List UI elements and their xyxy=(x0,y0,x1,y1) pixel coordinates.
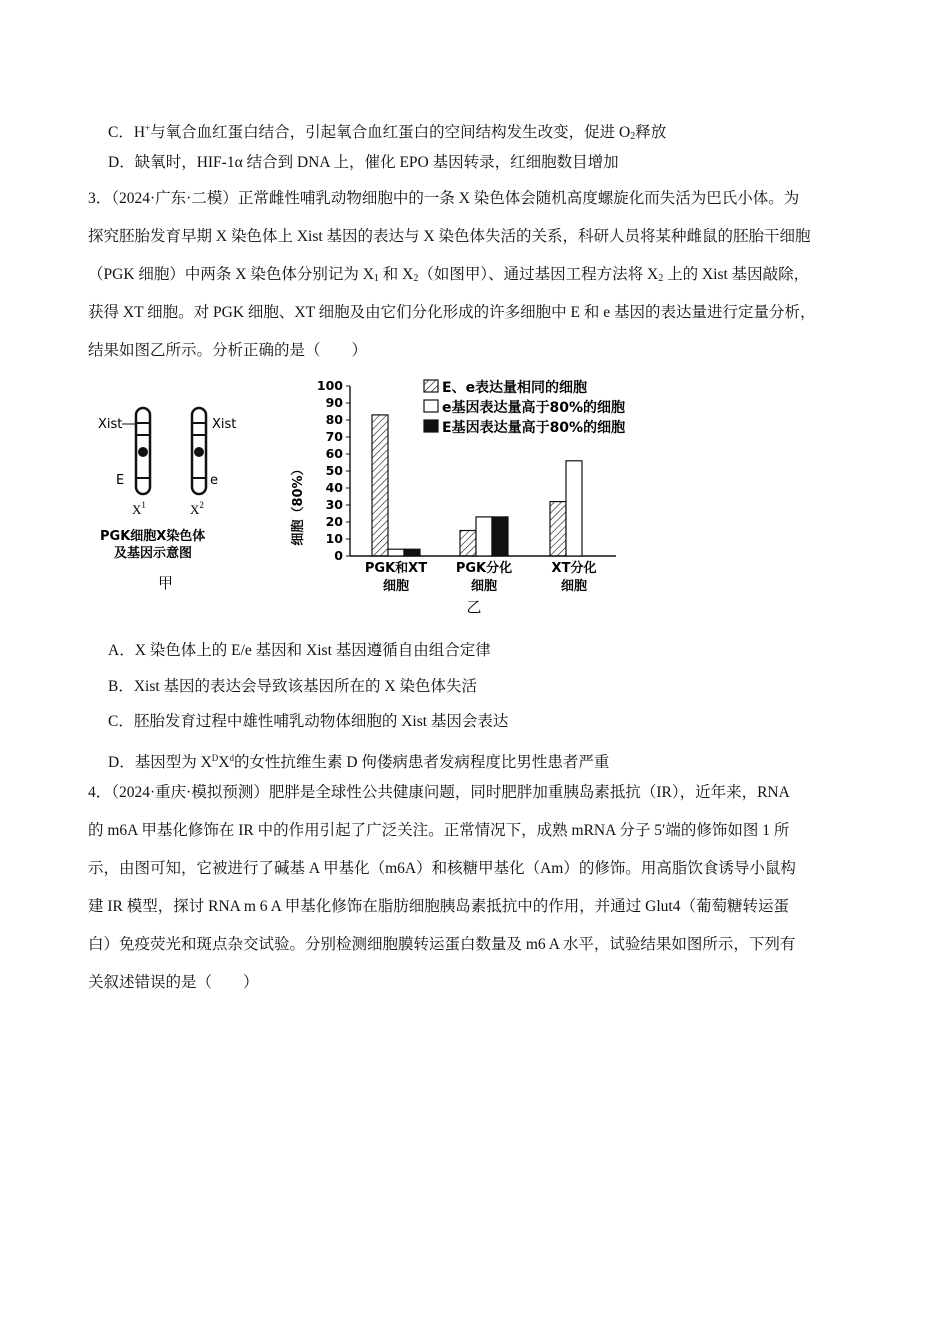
y-tick-label: 40 xyxy=(325,480,343,495)
bar-black xyxy=(492,517,508,556)
q3-stem-line-5: 结果如图乙所示。分析正确的是（ ） xyxy=(88,342,368,359)
legend-swatch-hatch xyxy=(424,380,438,392)
q3-option-a: A．X 染色体上的 E/e 基因和 Xist 基因遵循自由组合定律 xyxy=(108,642,491,659)
x-tick-label: 细胞 xyxy=(470,579,498,594)
legend-swatch-black xyxy=(424,420,438,432)
x-tick-label: PGK分化 xyxy=(455,561,513,576)
y-tick-label: 80 xyxy=(325,412,343,427)
y-tick-label: 70 xyxy=(325,429,343,444)
figure-yi-label: 乙 xyxy=(466,598,482,616)
q2-option-d: D．缺氧时，HIF-1α 结合到 DNA 上，催化 EPO 基因转录，红细胞数目增加 xyxy=(108,154,619,171)
figure-jia-label: 甲 xyxy=(158,574,174,592)
bar-hatch xyxy=(372,415,388,556)
x-tick-label: 细胞 xyxy=(560,579,588,594)
y-tick-label: 50 xyxy=(325,463,343,478)
q3-stem-line-2: 探究胚胎发育早期 X 染色体上 Xist 基因的表达与 X 染色体失活的关系，科研人员将某种雌鼠的胚胎干细胞 xyxy=(88,228,811,245)
y-tick-label: 0 xyxy=(334,548,343,563)
bar-black xyxy=(404,549,420,556)
figure-yi-bar-chart xyxy=(286,374,706,618)
figure-jia-chromosome-diagram xyxy=(92,398,252,598)
bar-white xyxy=(566,461,582,556)
y-tick-label: 30 xyxy=(325,497,343,512)
chromosome-label-x1: $X^1$ xyxy=(132,500,146,517)
bar-white xyxy=(476,517,492,556)
legend-label: E基因表达量高于80%的细胞 xyxy=(442,420,626,436)
x-tick-label: XT分化 xyxy=(551,561,597,576)
q4-stem-line-2: 的 m6A 甲基化修饰在 IR 中的作用引起了广泛关注。正常情况下，成熟 mRNA 分子 5′端的修饰如图 1 所 xyxy=(88,822,790,839)
chromosome-x2 xyxy=(192,408,206,494)
chromosome-x1 xyxy=(122,408,150,494)
chart-bars xyxy=(372,415,582,556)
x-tick-label: 细胞 xyxy=(382,579,410,594)
gene-label-xist-right: Xist xyxy=(212,417,237,432)
q3-stem-line-3: （PGK 细胞）中两条 X 染色体分别记为 $X_1$ 和 $X_2$（如图甲）、通过基因工程方法将 $X_2$ 上的 Xist 基因敲除， xyxy=(88,266,810,284)
legend-swatch-white xyxy=(424,400,438,412)
figure-jia-caption-line-2: 及基因示意图 xyxy=(114,546,193,561)
q3-option-b: B．Xist 基因的表达会导致该基因所在的 X 染色体失活 xyxy=(108,678,478,695)
legend-label: e基因表达量高于80%的细胞 xyxy=(442,400,626,416)
q2-option-c: C．H+与氧合血红蛋白结合，引起氧合血红蛋白的空间结构发生改变，促进 $O_2$释放 xyxy=(108,123,667,142)
q3-option-d: D．基因型为 $X^DX^d$的女性抗维生素 D 佝偻病患者发病程度比男性患者严重 xyxy=(108,753,610,771)
y-tick-label: 100 xyxy=(316,378,343,393)
y-tick-label: 20 xyxy=(325,514,343,529)
q3-stem-line-4: 获得 XT 细胞。对 PGK 细胞、XT 细胞及由它们分化形成的许多细胞中 E 和 e 基因的表达量进行定量分析， xyxy=(88,304,816,321)
y-tick-label: 10 xyxy=(325,531,343,546)
q4-stem-line-1: 4．（2024·重庆·模拟预测）肥胖是全球性公共健康问题，同时肥胖加重胰岛素抵抗（IR），近年来，RNA xyxy=(88,784,790,801)
q4-stem-line-6: 关叙述错误的是（ ） xyxy=(88,974,259,991)
q4-stem-line-3: 示，由图可知，它被进行了碱基 A 甲基化（m6A）和核糖甲基化（Am）的修饰。用高脂饮食诱导小鼠构 xyxy=(88,860,796,877)
q3-stem-line-1: 3．（2024·广东·二模）正常雌性哺乳动物细胞中的一条 X 染色体会随机高度螺旋化而失活为巴氏小体。为 xyxy=(88,190,800,207)
y-tick-label: 60 xyxy=(325,446,343,461)
gene-label-e-upper: E xyxy=(116,473,125,488)
gene-label-e-lower: e xyxy=(210,473,218,488)
gene-label-xist-left: Xist xyxy=(98,417,123,432)
chart-y-axis-label: 细胞（80%） xyxy=(291,462,306,546)
legend-label: E、e表达量相同的细胞 xyxy=(442,380,588,396)
bar-hatch xyxy=(550,502,566,556)
q4-stem-line-5: 白）免疫荧光和斑点杂交试验。分别检测细胞膜转运蛋白数量及 m6 A 水平，试验结果如图所示，下列有 xyxy=(88,936,796,953)
chart-x-labels xyxy=(365,560,597,594)
chart-legend xyxy=(424,379,625,436)
q3-option-c: C．胚胎发育过程中雄性哺乳动物体细胞的 Xist 基因会表达 xyxy=(108,713,509,730)
bar-hatch xyxy=(460,531,476,557)
x-tick-label: PGK和XT xyxy=(364,561,428,576)
chromosome-label-x2: $X^2$ xyxy=(190,500,204,517)
y-tick-label: 90 xyxy=(325,395,343,410)
figure-jia-caption-line-1: PGK细胞X染色体 xyxy=(100,529,206,544)
bar-white xyxy=(388,549,404,556)
q4-stem-line-4: 建 IR 模型，探讨 RNA m 6 A 甲基化修饰在脂肪细胞胰岛素抵抗中的作用，并通过 Glut4（葡萄糖转运蛋 xyxy=(88,898,789,915)
